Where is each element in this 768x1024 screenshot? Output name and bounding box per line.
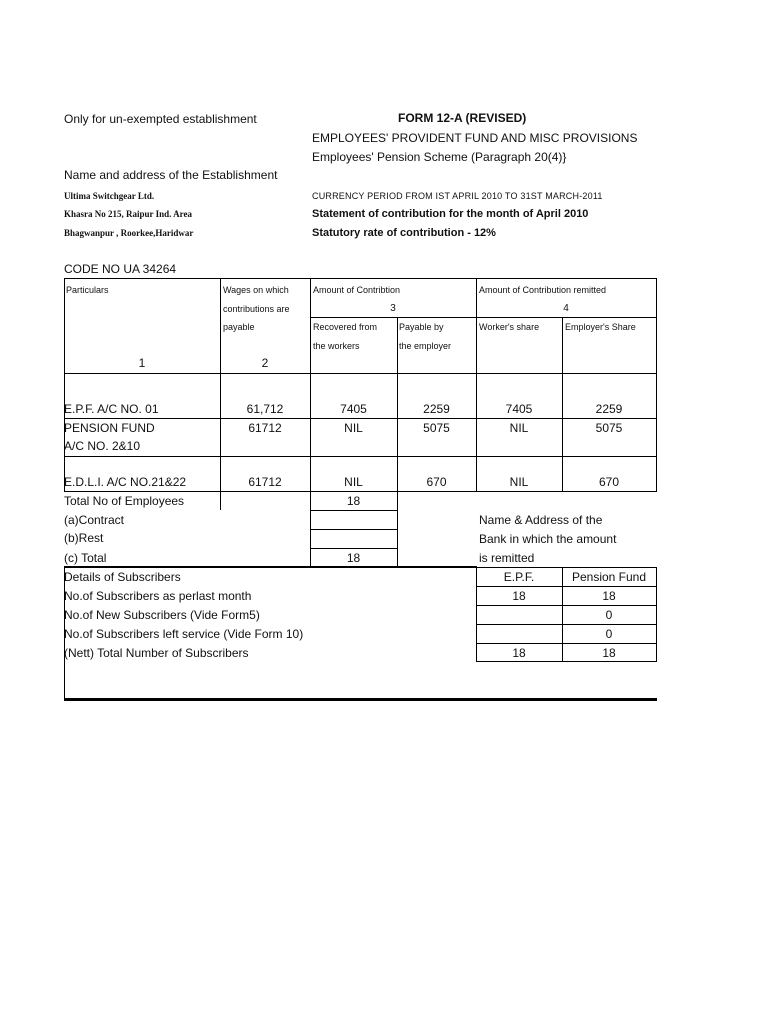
recovered-header-2: the workers	[313, 341, 360, 351]
col-1-number: 1	[138, 356, 146, 370]
total-employees-label: Total No of Employees	[64, 494, 185, 508]
subscribers-left-pension: 0	[605, 627, 613, 641]
subscribers-last-month-epf: 18	[512, 589, 526, 603]
edli-recovered: NIL	[344, 475, 363, 489]
recovered-header-1: Recovered from	[313, 322, 378, 332]
subscribers-last-month-label: No.of Subscribers as perlast month	[64, 589, 252, 603]
pension-row-label: PENSION FUND	[64, 421, 155, 435]
total-c-value: 18	[346, 551, 361, 565]
subscribers-last-month-pension: 18	[602, 589, 616, 603]
edli-payable: 670	[426, 475, 447, 489]
pension-employer-share: 5075	[595, 421, 623, 435]
establishment-address-2: Bhagwanpur , Roorkee,Haridwar	[64, 228, 194, 238]
pension-wages: 61712	[248, 421, 282, 435]
subscribers-new-pension: 0	[605, 608, 613, 622]
epf-row-label: E.P.F. A/C NO. 01	[64, 402, 159, 416]
edli-row-label: E.D.L.I. A/C NO.21&22	[64, 475, 187, 489]
code-number: CODE NO UA 34264	[64, 262, 177, 276]
total-employees-value: 18	[346, 494, 361, 508]
col-3-number: 3	[390, 303, 396, 314]
col-contribution-header: Amount of Contribtion	[313, 285, 401, 295]
rest-label: (b)Rest	[64, 531, 104, 545]
form-title: FORM 12-A (REVISED)	[398, 111, 527, 125]
col-4-number: 4	[563, 303, 569, 314]
subscribers-title: Details of Subscribers	[64, 570, 181, 584]
pension-worker-share: NIL	[509, 421, 529, 435]
bank-label-2: Bank in which the amount	[479, 532, 617, 546]
subscribers-new-label: No.of New Subscribers (Vide Form5)	[64, 608, 260, 622]
pension-row-label-2: A/C NO. 2&10	[64, 439, 141, 453]
contract-label: (a)Contract	[64, 513, 125, 527]
payable-header-2: the employer	[399, 341, 452, 351]
edli-employer-share: 670	[598, 475, 620, 489]
statutory-rate: Statutory rate of contribution - 12%	[312, 227, 496, 239]
col-wages-header-3: payable	[223, 322, 255, 332]
subscribers-nett-pension: 18	[602, 646, 616, 660]
pension-recovered: NIL	[344, 421, 363, 435]
worker-share-header: Worker's share	[479, 322, 540, 332]
statement-title: Statement of contribution for the month of April 2010	[312, 208, 589, 220]
exempt-note: Only for un-exempted establishment	[64, 112, 257, 126]
col-particulars-header: Particulars	[66, 285, 109, 295]
epf-payable: 2259	[423, 402, 450, 416]
bank-label-3: is remitted	[479, 551, 535, 565]
employer-share-header: Employer's Share	[565, 322, 636, 332]
establishment-address-1: Khasra No 215, Raipur Ind. Area	[64, 209, 192, 219]
epf-wages: 61,712	[246, 402, 284, 416]
subscribers-left-label: No.of Subscribers left service (Vide Form 10)	[64, 627, 304, 641]
edli-worker-share: NIL	[509, 475, 529, 489]
epf-recovered: 7405	[340, 402, 367, 416]
subscribers-nett-epf: 18	[512, 646, 526, 660]
payable-header-1: Payable by	[399, 322, 444, 332]
name-address-label: Name and address of the Establishment	[64, 168, 278, 182]
col-2-number: 2	[261, 356, 269, 370]
epf-worker-share: 7405	[505, 402, 533, 416]
bank-label-1: Name & Address of the	[479, 513, 603, 527]
col-remitted-header: Amount of Contribution remitted	[479, 285, 607, 295]
subscribers-nett-label: (Nett) Total Number of Subscribers	[64, 646, 249, 660]
epf-employer-share: 2259	[595, 402, 623, 416]
establishment-name: Ultima Switchgear Ltd.	[64, 191, 155, 201]
edli-wages: 61712	[248, 475, 282, 489]
total-c-label: (c) Total	[64, 551, 107, 565]
subscribers-pension-header: Pension Fund	[571, 570, 647, 584]
header-line2: Employees' Pension Scheme (Paragraph 20(4)}	[312, 150, 567, 164]
subscribers-epf-header: E.P.F.	[503, 570, 535, 584]
pension-payable: 5075	[423, 421, 450, 435]
header-line1: EMPLOYEES' PROVIDENT FUND AND MISC PROVISIONS	[312, 131, 638, 145]
col-wages-header-2: contributions are	[223, 304, 290, 314]
col-wages-header-1: Wages on which	[223, 285, 289, 295]
currency-period: CURRENCY PERIOD FROM IST APRIL 2010 TO 31ST MARCH-2011	[312, 191, 603, 201]
